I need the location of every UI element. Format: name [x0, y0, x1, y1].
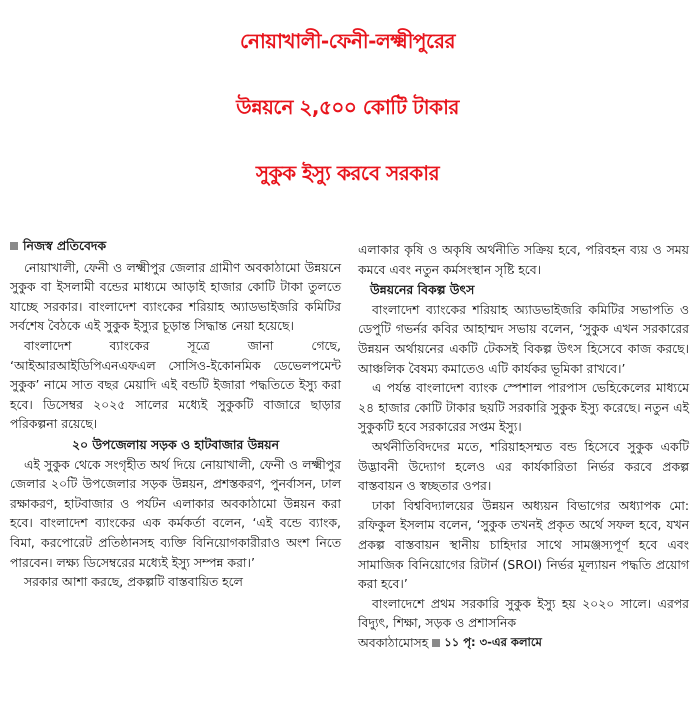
- subheading: ২০ উপজেলায় সড়ক ও হাটবাজার উন্নয়ন: [71, 436, 279, 452]
- paragraph: এলাকার কৃষি ও অকৃষি অর্থনীতি সক্রিয় হবে, পরিবহন ব্যয় ও সময় কমবে এবং নতুন কর্মসংস্থান সৃষ্টি হবে।: [358, 242, 689, 277]
- paragraph: অর্থনীতিবিদদের মতে, শরিয়াহসম্মত বন্ড হিসেবে সুকুক একটি উদ্ভাবনী উদ্যোগ হলেও এর কার্যকারিতা নির্ভর করবে প্রকল্প বাস্তবায়ন ও স্বচ্ছতার ওপর।: [358, 438, 689, 494]
- byline: [10, 236, 341, 256]
- continuation-line: [358, 633, 689, 653]
- subheading: উন্নয়নের বিকল্প উৎস: [370, 282, 475, 298]
- paragraph: নোয়াখালী, ফেনী ও লক্ষ্মীপুর জেলার গ্রামীণ অবকাঠামো উন্নয়নে সুকুক বা ইসলামী বন্ডের মাধ্যমে আড়াই হাজার কোটি টাকা তুলতে যাচ্ছে সরকার। বাংলাদেশ ব্যাংকের শরিয়াহ অ্যাডভাইজরি কমিটির সর্বশেষ বৈঠকে এই সুকুক ইস্যুর চূড়ান্ত সিদ্ধান্ত নেয়া হয়েছে।: [10, 259, 341, 334]
- headline: [0, 8, 695, 206]
- last-line-text: অবকাঠামোসহ: [358, 634, 429, 650]
- headline-line-3: সুকুক ইস্যু করবে সরকার: [255, 161, 440, 185]
- square-bullet-icon: [10, 242, 18, 250]
- left-column: [10, 236, 341, 592]
- byline-text: নিজস্ব প্রতিবেদক: [23, 238, 107, 253]
- paragraph: এই সুকুক থেকে সংগৃহীত অর্থ দিয়ে নোয়াখালী, ফেনী ও লক্ষ্মীপুর জেলার ২০টি উপজেলার সড়ক উন্নয়ন, প্রশস্তকরণ, পুনর্বাসন, ঢাল রক্ষাকরণ, হাটবাজার ও পর্যটন এলাকার অবকাঠামো উন্নয়ন করা হবে। বাংলাদেশ ব্যাংকের এক কর্মকর্তা বলেন, ‘এই বন্ডে ব্যাংক, বিমা, করপোরেট প্রতিষ্ঠানসহ ব্যক্তি বিনিয়োগকারীরাও অংশ নিতে পারবেন। লক্ষ্য ডিসেম্বরের মধ্যেই ইস্যু সম্পন্ন করা।’: [10, 456, 341, 570]
- headline-line-1: নোয়াখালী-ফেনী-লক্ষ্মীপুরের: [239, 29, 456, 53]
- right-column: [358, 240, 689, 652]
- paragraph: বাংলাদেশে প্রথম সরকারি সুকুক ইস্যু হয় ২০২০ সালে। এরপর বিদ্যুৎ, শিক্ষা, সড়ক ও প্রশাসনিক: [358, 595, 689, 631]
- paragraph: এ পর্যন্ত বাংলাদেশ ব্যাংক স্পেশাল পারপাস ভেহিকেলের মাধ্যমে ২৪ হাজার কোটি টাকার ছয়টি সরকারি সুকুক ইস্যু করেছে। নতুন এই সুকুকটি হবে সরকারের সপ্তম ইস্যু।: [358, 380, 689, 435]
- square-bullet-icon: [432, 639, 440, 647]
- paragraph: সরকার আশা করছে, প্রকল্পটি বাস্তবায়িত হলে: [24, 574, 243, 590]
- headline-line-2: উন্নয়নে ২,৫০০ কোটি টাকার: [236, 95, 459, 119]
- paragraph: বাংলাদেশ ব্যাংকের শরিয়াহ অ্যাডভাইজরি কমিটির সভাপতি ও ডেপুটি গভর্নর কবির আহাম্মদ সভায় বলেন, ‘সুকুক এখন সরকারের উন্নয়ন অর্থায়নের একটি টেকসই বিকল্প উৎস হিসেবে কাজ করছে। আঞ্চলিক বৈষম্য কমাতেও এটি কার্যকর ভূমিকা রাখবে।’: [358, 301, 689, 376]
- paragraph: বাংলাদেশ ব্যাংকের সূত্রে জানা গেছে, ‘আইআরআইডিপিএনএফএল সোসিও-ইকোনমিক ডেভেলপমেন্ট সুকুক’ নামে সাত বছর মেয়াদি এই বন্ডটি ইজারা পদ্ধতিতে ইস্যু করা হবে। ডিসেম্বর ২০২৫ সালের মধ্যেই সুকুকটি বাজারে ছাড়ার পরিকল্পনা রয়েছে।: [10, 337, 341, 432]
- continuation-note: ১১ পৃ: ৩-এর কলামে: [444, 634, 542, 649]
- paragraph: ঢাকা বিশ্ববিদ্যালয়ের উন্নয়ন অধ্যয়ন বিভাগের অধ্যাপক মো: রফিকুল ইসলাম বলেন, ‘সুকুক তখনই প্রকৃত অর্থে সফল হবে, যখন প্রকল্প বাস্তবায়ন স্থানীয় চাহিদার সাথে সামঞ্জস্যপূর্ণ হবে এবং সামাজিক বিনিয়োগের রিটার্ন (SROI) নির্ভর মূল্যায়ন পদ্ধতি প্রয়োগ করা হবে।’: [358, 497, 689, 592]
